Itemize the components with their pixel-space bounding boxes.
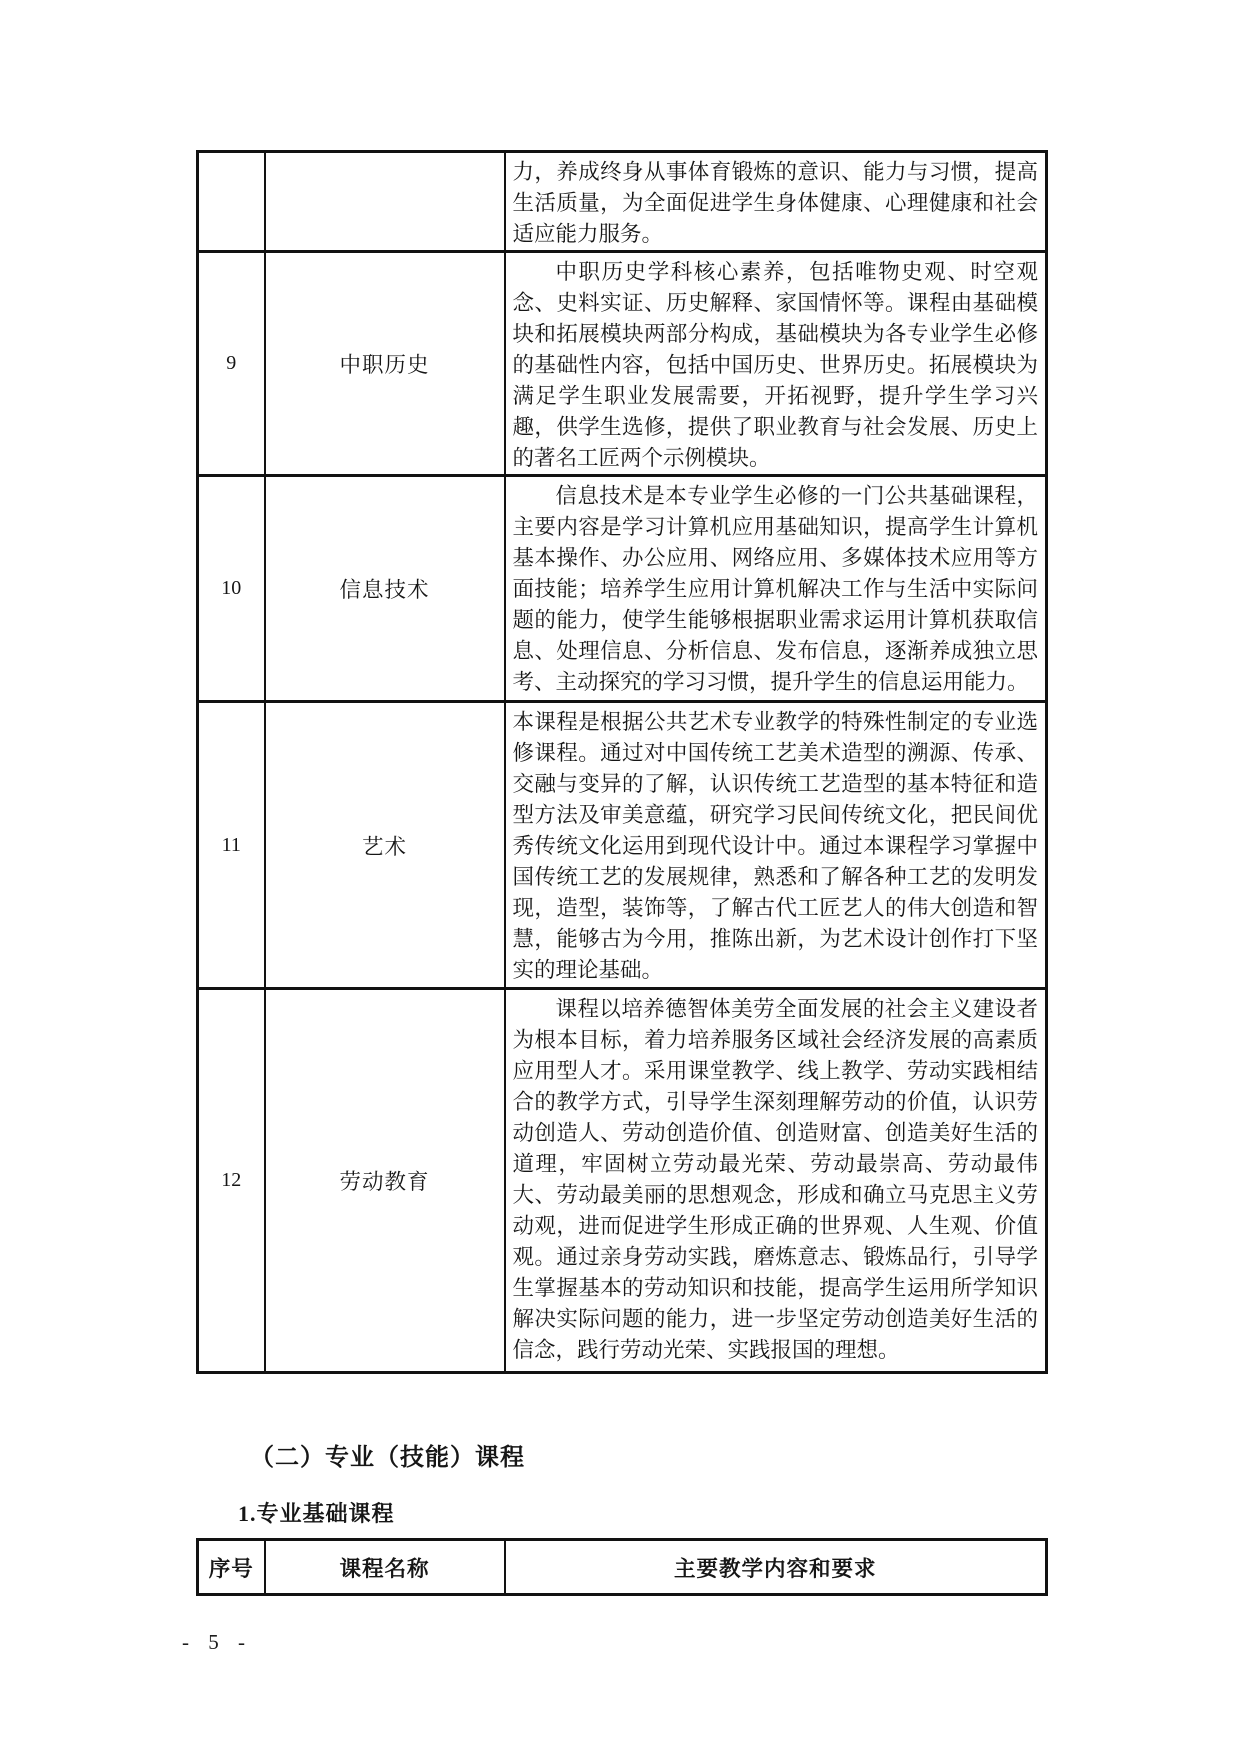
course-name-cell: 劳动教育 [265, 989, 505, 1373]
course-name-cell: 信息技术 [265, 476, 505, 702]
course-desc-cell [505, 989, 1047, 1373]
subsection-heading: 1.专业基础课程 [238, 1501, 395, 1526]
row-number-cell: 11 [198, 702, 265, 989]
row-number-cell: 12 [198, 989, 265, 1373]
section-heading: （二）专业（技能）课程 [250, 1445, 525, 1471]
course-desc-text: 信息技术是本专业学生必修的一门公共基础课程，主要内容是学习计算机应用基础知识，提高学生计算机基本操作、办公应用、网络应用、多媒体技术应用等方面技能；培养学生应用计算机解决工作与生活中实际问题的能力，使学生能够根据职业需求运用计算机获取信息、处理信息、分析信息、发布信息，逐渐养成独立思考、主动探究的学习习惯，提升学生的信息运用能力。 [512, 484, 1038, 694]
course-desc-text: 本课程是根据公共艺术专业教学的特殊性制定的专业选修课程。通过对中国传统工艺美术造型的溯源、传承、交融与变异的了解，认识传统工艺造型的基本特征和造型方法及审美意蕴，研究学习民间传统文化，把民间优秀传统文化运用到现代设计中。通过本课程学习掌握中国传统工艺的发展规律，熟悉和了解各种工艺的发明发现，造型，装饰等，了解古代工匠艺人的伟大创造和智慧，能够古为今用，推陈出新，为艺术设计创作打下坚实的理论基础。 [512, 710, 1038, 982]
course-desc-cell [505, 476, 1047, 702]
table-row-it [198, 476, 1047, 702]
row-number-cell: 9 [198, 252, 265, 476]
page-number: - 5 - [182, 1630, 252, 1654]
course-name-cell: 中职历史 [265, 252, 505, 476]
course-desc-text: 力，养成终身从事体育锻炼的意识、能力与习惯，提高生活质量，为全面促进学生身体健康、心理健康和社会适应能力服务。 [512, 160, 1038, 246]
public-course-table [196, 150, 1048, 1374]
table-row-labor [198, 989, 1047, 1373]
header-cell-no: 序号 [198, 1540, 265, 1595]
table-row-history [198, 252, 1047, 476]
course-name-cell [265, 152, 505, 252]
basic-course-table [196, 1538, 1048, 1596]
course-desc-text: 课程以培养德智体美劳全面发展的社会主义建设者为根本目标，着力培养服务区域社会经济发展的高素质应用型人才。采用课堂教学、线上教学、劳动实践相结合的教学方式，引导学生深刻理解劳动的价值，认识劳动创造人、劳动创造价值、创造财富、创造美好生活的道理，牢固树立劳动最光荣、劳动最崇高、劳动最伟大、劳动最美丽的思想观念，形成和确立马克思主义劳动观，进而促进学生形成正确的世界观、人生观、价值观。通过亲身劳动实践，磨炼意志、锻炼品行，引导学生掌握基本的劳动知识和技能，提高学生运用所学知识解决实际问题的能力，进一步坚定劳动创造美好生活的信念，践行劳动光荣、实践报国的理想。 [512, 997, 1038, 1362]
table-header-row [198, 1540, 1047, 1595]
header-cell-course-name: 课程名称 [265, 1540, 505, 1595]
table-row-continuation [198, 152, 1047, 252]
course-desc-cell [505, 702, 1047, 989]
row-number-cell [198, 152, 265, 252]
course-name-cell: 艺术 [265, 702, 505, 989]
course-desc-cell [505, 252, 1047, 476]
table-row-art [198, 702, 1047, 989]
course-desc-cell [505, 152, 1047, 252]
course-desc-text: 中职历史学科核心素养，包括唯物史观、时空观念、史料实证、历史解释、家国情怀等。课程由基础模块和拓展模块两部分构成，基础模块为各专业学生必修的基础性内容，包括中国历史、世界历史。拓展模块为满足学生职业发展需要，开拓视野，提升学生学习兴趣，供学生选修，提供了职业教育与社会发展、历史上的著名工匠两个示例模块。 [512, 260, 1038, 470]
row-number-cell: 10 [198, 476, 265, 702]
header-cell-content: 主要教学内容和要求 [505, 1540, 1047, 1595]
